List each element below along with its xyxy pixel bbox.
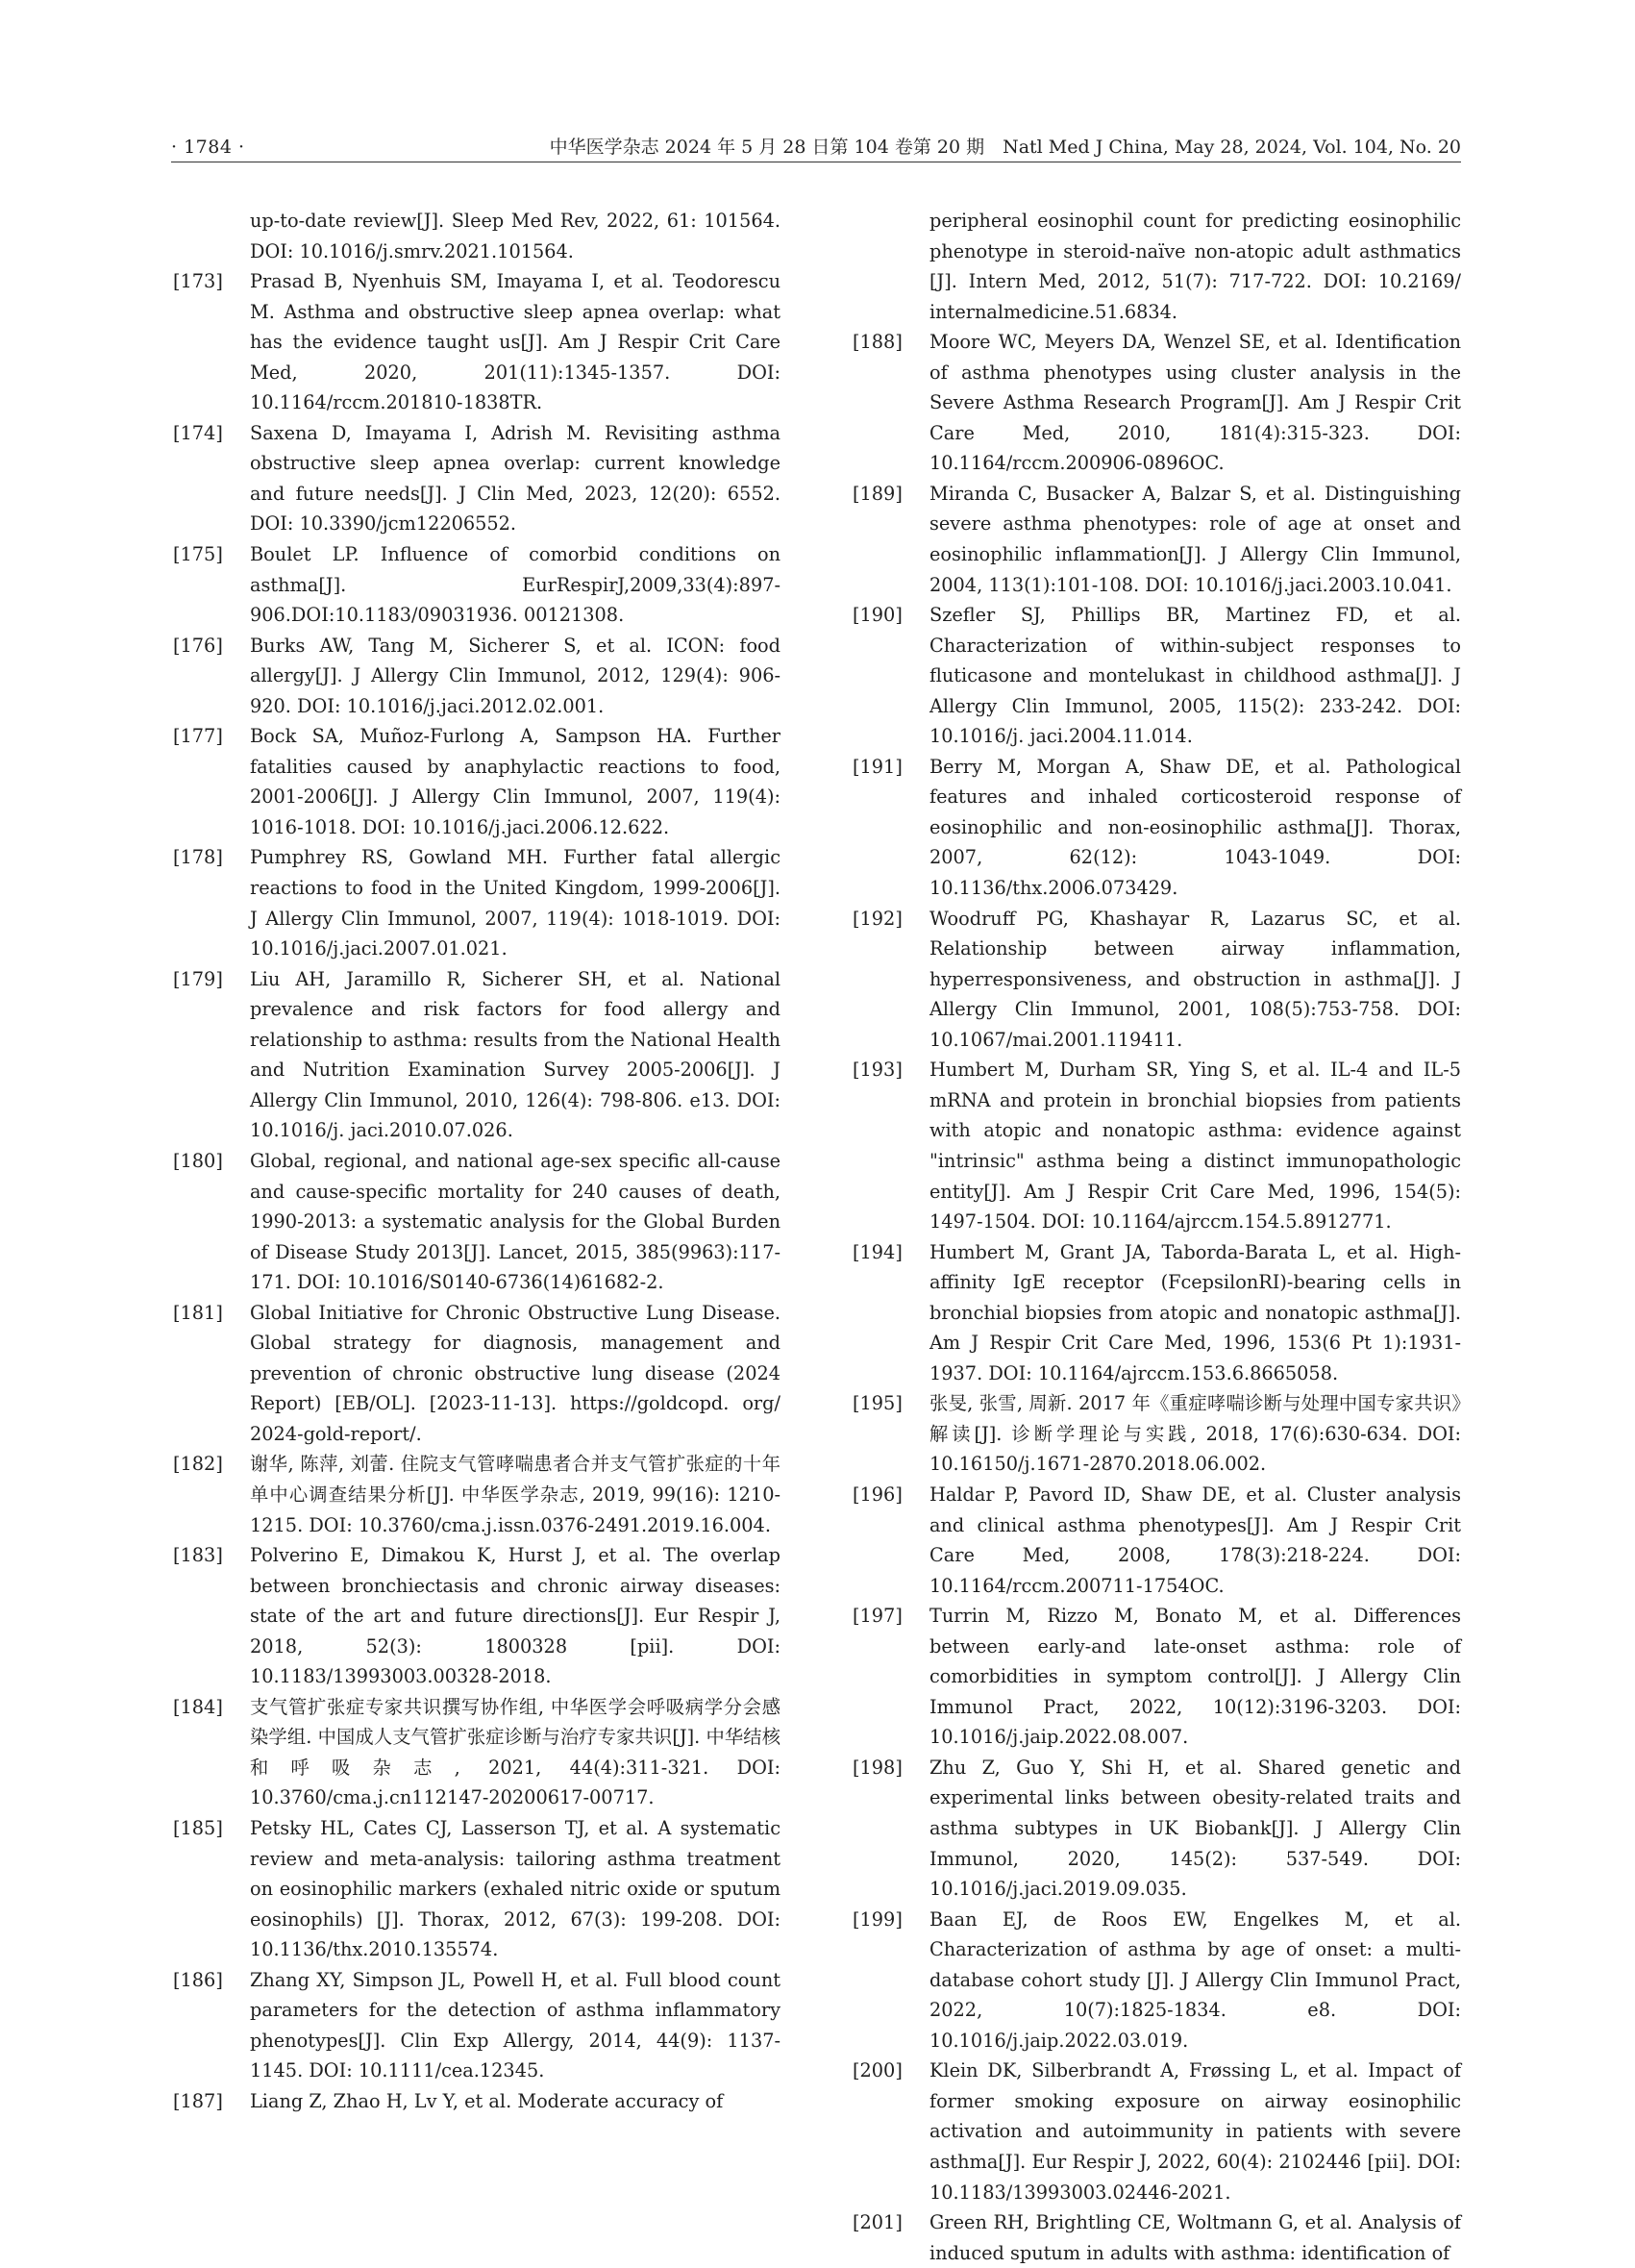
reference-text: 支气管扩张症专家共识撰写协作组, 中华医学会呼吸病学分会感染学组. 中国成人支气管扩张症诊断与治疗专家共识[J]. 中华结核和呼吸杂志, 2021, 44(4):311-321. DOI: 10.3760/cma.j.cn112147-20200617-00717.: [250, 1695, 780, 1809]
reference-number: [174]: [173, 421, 223, 444]
reference-number: [201]: [853, 2211, 903, 2234]
reference-entry: [853, 1237, 1461, 1389]
reference-number: [182]: [173, 1453, 223, 1476]
reference-text: 谢华, 陈萍, 刘蕾. 住院支气管哮喘患者合并支气管扩张症的十年单中心调查结果分析[J]. 中华医学杂志, 2019, 99(16): 1210-1215. DOI: 10.3760/cma.j.issn.0376-2491.2019.16.004.: [250, 1453, 780, 1536]
reference-number: [190]: [853, 604, 903, 627]
reference-text: Haldar P, Pavord ID, Shaw DE, et al. Cluster analysis and clinical asthma phenotypes[J]. Am J Respir Crit Care Med, 2008, 178(3):218-224. DOI: 10.1164/rccm.200711-1754OC.: [929, 1483, 1461, 1597]
reference-entry: [853, 1388, 1461, 1480]
journal-citation-line: 中华医学杂志 2024 年 5 月 28 日第 104 卷第 20 期 Natl Med J China, May 28, 2024, Vol. 104, No. 20: [549, 137, 1461, 158]
reference-text: Turrin M, Rizzo M, Bonato M, et al. Differences between early-and late-onset asthma: role of comorbidities in symptom control[J]. J Allergy Clin Immunol Pract, 2022, 10(12):3196-3203. DOI: 10.1016/j.jaip.2022.08.007.: [929, 1605, 1461, 1749]
reference-entry: [853, 2207, 1461, 2268]
reference-entry: [853, 600, 1461, 752]
reference-entry: [173, 539, 780, 631]
reference-number: [186]: [173, 1968, 223, 1991]
reference-number: [187]: [173, 2089, 223, 2112]
reference-number: [188]: [853, 331, 903, 354]
reference-entry: [853, 2056, 1461, 2207]
reference-entry: [173, 1298, 780, 1450]
reference-entry: [173, 1146, 780, 1298]
reference-entry: [853, 206, 1461, 327]
reference-entry: [173, 1965, 780, 2086]
reference-text: Bock SA, Muñoz-Furlong A, Sampson HA. Further fatalities caused by anaphylactic reactions to food, 2001-2006[J]. J Allergy Clin Immunol, 2007, 119(4): 1016-1018. DOI: 10.1016/j.jaci.2006.12.622.: [250, 725, 780, 838]
reference-number: [193]: [853, 1059, 903, 1082]
reference-entry: [853, 479, 1461, 600]
reference-number: [197]: [853, 1605, 903, 1628]
reference-text: up-to-date review[J]. Sleep Med Rev, 2022, 61: 101564. DOI: 10.1016/j.smrv.2021.101564.: [250, 210, 780, 262]
reference-text: Szefler SJ, Phillips BR, Martinez FD, et al. Characterization of within-subject responses to fluticasone and montelukast in childhood asthma[J]. J Allergy Clin Immunol, 2005, 115(2): 233-242. DOI: 10.1016/j. jaci.2004.11.014.: [929, 604, 1461, 748]
reference-text: Liu AH, Jaramillo R, Sicherer SH, et al. National prevalence and risk factors for food allergy and relationship to asthma: results from the National Health and Nutrition Examination Survey 2005-2006[J]. J Allergy Clin Immunol, 2010, 126(4): 798-806. e13. DOI: 10.1016/j. jaci.2010.07.026.: [250, 967, 780, 1142]
reference-text: Woodruff PG, Khashayar R, Lazarus SC, et al. Relationship between airway inflammation, hyperresponsiveness, and obstruction in asthma[J]. J Allergy Clin Immunol, 2001, 108(5):753-758. DOI: 10.1067/mai.2001.119411.: [929, 907, 1461, 1051]
reference-entry: [173, 266, 780, 418]
reference-text: Berry M, Morgan A, Shaw DE, et al. Pathological features and inhaled corticosteroid response of eosinophilic and non-eosinophilic asthma[J]. Thorax, 2007, 62(12): 1043-1049. DOI: 10.1136/thx.2006.073429.: [929, 755, 1461, 900]
reference-entry: [173, 206, 780, 266]
reference-text: Zhu Z, Guo Y, Shi H, et al. Shared genetic and experimental links between obesity-related traits and asthma subtypes in UK Biobank[J]. J Allergy Clin Immunol, 2020, 145(2): 537-549. DOI: 10.1016/j.jaci.2019.09.035.: [929, 1756, 1461, 1901]
reference-number: [192]: [853, 907, 903, 930]
page-number: · 1784 ·: [171, 137, 245, 158]
reference-entry: [173, 2086, 780, 2117]
reference-text: Baan EJ, de Roos EW, Engelkes M, et al. Characterization of asthma by age of onset: a multi-database cohort study [J]. J Allergy Clin Immunol Pract, 2022, 10(7):1825-1834. e8. DOI: 10.1016/j.jaip.2022.03.019.: [929, 1907, 1461, 2052]
reference-entry: [853, 327, 1461, 479]
reference-text: Liang Z, Zhao H, Lv Y, et al. Moderate accuracy of: [250, 2089, 724, 2112]
reference-text: Global, regional, and national age-sex specific all-cause and cause-specific mortality for 240 causes of death, 1990-2013: a systematic analysis for the Global Burden of Disease Study 2013[J]. Lancet, 2015, 385(9963):117-171. DOI: 10.1016/S0140-6736(14)61682-2.: [250, 1149, 780, 1294]
reference-text: Green RH, Brightling CE, Woltmann G, et al. Analysis of induced sputum in adults with asthma: identification of: [929, 2211, 1461, 2264]
reference-text: Burks AW, Tang M, Sicherer S, et al. ICON: food allergy[J]. J Allergy Clin Immunol, 2012, 129(4): 906-920. DOI: 10.1016/j.jaci.2012.02.001.: [250, 634, 780, 717]
reference-number: [198]: [853, 1756, 903, 1779]
reference-number: [200]: [853, 2059, 903, 2082]
reference-text: peripheral eosinophil count for predicting eosinophilic phenotype in steroid-naïve non-atopic adult asthmatics [J]. Intern Med, 2012, 51(7): 717-722. DOI: 10.2169/ internalmedicine.51.6834.: [929, 210, 1461, 323]
reference-entry: [173, 1449, 780, 1540]
reference-text: Zhang XY, Simpson JL, Powell H, et al. Full blood count parameters for the detection of asthma inflammatory phenotypes[J]. Clin Exp Allergy, 2014, 44(9): 1137-1145. DOI: 10.1111/cea.12345.: [250, 1968, 780, 2082]
reference-number: [173]: [173, 270, 223, 293]
reference-entry: [853, 904, 1461, 1056]
reference-text: Petsky HL, Cates CJ, Lasserson TJ, et al. A systematic review and meta-analysis: tailoring asthma treatment on eosinophilic markers (exhaled nitric oxide or sputum eosinophils) [J]. Thorax, 2012, 67(3): 199-208. DOI: 10.1136/thx.2010.135574.: [250, 1816, 780, 1961]
reference-text: Saxena D, Imayama I, Adrish M. Revisiting asthma obstructive sleep apnea overlap: current knowledge and future needs[J]. J Clin Med, 2023, 12(20): 6552. DOI: 10.3390/jcm12206552.: [250, 421, 780, 536]
reference-number: [195]: [853, 1392, 903, 1415]
reference-text: Prasad B, Nyenhuis SM, Imayama I, et al. Teodorescu M. Asthma and obstructive sleep apnea overlap: what has the evidence taught us[J]. Am J Respir Crit Care Med, 2020, 201(11):1345-1357. DOI: 10.1164/rccm.201810-1838TR.: [250, 270, 780, 414]
reference-number: [177]: [173, 725, 223, 748]
reference-entry: [853, 1905, 1461, 2056]
reference-entry: [173, 1692, 780, 1813]
reference-number: [179]: [173, 967, 223, 990]
reference-number: [176]: [173, 634, 223, 657]
reference-text: Humbert M, Durham SR, Ying S, et al. IL-4 and IL-5 mRNA and protein in bronchial biopsies from patients with atopic and nonatopic asthma: evidence against "intrinsic" asthma being a distinct immunopathologic entity[J]. Am J Respir Crit Care Med, 1996, 154(5): 1497-1504. DOI: 10.1164/ajrccm.154.5.8912771.: [929, 1059, 1461, 1234]
reference-text: Klein DK, Silberbrandt A, Frøssing L, et al. Impact of former smoking exposure on airway eosinophilic activation and autoimmunity in patients with severe asthma[J]. Eur Respir J, 2022, 60(4): 2102446 [pii]. DOI: 10.1183/13993003.02446-2021.: [929, 2059, 1461, 2204]
reference-entry: [173, 1540, 780, 1692]
reference-number: [175]: [173, 543, 223, 566]
reference-text: Miranda C, Busacker A, Balzar S, et al. Distinguishing severe asthma phenotypes: role of age at onset and eosinophilic inflammation[J]. J Allergy Clin Immunol, 2004, 113(1):101-108. DOI: 10.1016/j.jaci.2003.10.041.: [929, 482, 1461, 596]
reference-number: [199]: [853, 1907, 903, 1931]
reference-text: 张旻, 张雪, 周新. 2017 年《重症哮喘诊断与处理中国专家共识》解读[J]. 诊断学理论与实践, 2018, 17(6):630-634. DOI: 10.16150/j.1671-2870.2018.06.002.: [929, 1392, 1461, 1476]
references-left-column: [173, 206, 780, 2116]
reference-number: [181]: [173, 1301, 223, 1324]
reference-entry: [853, 752, 1461, 904]
reference-number: [180]: [173, 1149, 223, 1172]
reference-entry: [173, 842, 780, 963]
reference-entry: [173, 964, 780, 1146]
reference-text: Pumphrey RS, Gowland MH. Further fatal allergic reactions to food in the United Kingdom, 1999-2006[J]. J Allergy Clin Immunol, 2007, 119(4): 1018-1019. DOI: 10.1016/j.jaci.2007.01.021.: [250, 846, 780, 960]
reference-entry: [173, 631, 780, 722]
reference-entry: [173, 1813, 780, 1965]
reference-number: [191]: [853, 755, 903, 778]
reference-text: Global Initiative for Chronic Obstructive Lung Disease. Global strategy for diagnosis, management and prevention of chronic obstructive lung disease (2024 Report) [EB/OL]. [2023-11-13]. https://goldcopd. org/ 2024-gold-report/.: [250, 1301, 780, 1445]
reference-number: [194]: [853, 1240, 903, 1263]
reference-entry: [853, 1753, 1461, 1905]
running-header: [171, 133, 1461, 162]
reference-number: [185]: [173, 1816, 223, 1839]
reference-entry: [173, 721, 780, 842]
references-right-column: [853, 206, 1461, 2268]
reference-number: [189]: [853, 482, 903, 505]
reference-entry: [853, 1480, 1461, 1601]
reference-entry: [853, 1601, 1461, 1753]
reference-text: Humbert M, Grant JA, Taborda-Barata L, et al. High-affinity IgE receptor (FcepsilonRI)-bearing cells in bronchial biopsies from atopic and nonatopic asthma[J]. Am J Respir Crit Care Med, 1996, 153(6 Pt 1):1931-1937. DOI: 10.1164/ajrccm.153.6.8665058.: [929, 1240, 1461, 1384]
reference-entry: [853, 1055, 1461, 1236]
reference-text: Boulet LP. Influence of comorbid conditions on asthma[J]. EurRespirJ,2009,33(4):897-906.DOI:10.1183/09031936. 00121308.: [250, 543, 780, 627]
reference-number: [183]: [173, 1544, 223, 1567]
reference-number: [196]: [853, 1483, 903, 1506]
reference-number: [184]: [173, 1695, 223, 1718]
reference-text: Moore WC, Meyers DA, Wenzel SE, et al. Identification of asthma phenotypes using cluster analysis in the Severe Asthma Research Program[J]. Am J Respir Crit Care Med, 2010, 181(4):315-323. DOI: 10.1164/rccm.200906-0896OC.: [929, 331, 1461, 475]
reference-text: Polverino E, Dimakou K, Hurst J, et al. The overlap between bronchiectasis and chronic airway diseases: state of the art and future directions[J]. Eur Respir J, 2018, 52(3): 1800328 [pii]. DOI: 10.1183/13993003.00328-2018.: [250, 1544, 780, 1688]
reference-entry: [173, 418, 780, 539]
reference-number: [178]: [173, 846, 223, 869]
